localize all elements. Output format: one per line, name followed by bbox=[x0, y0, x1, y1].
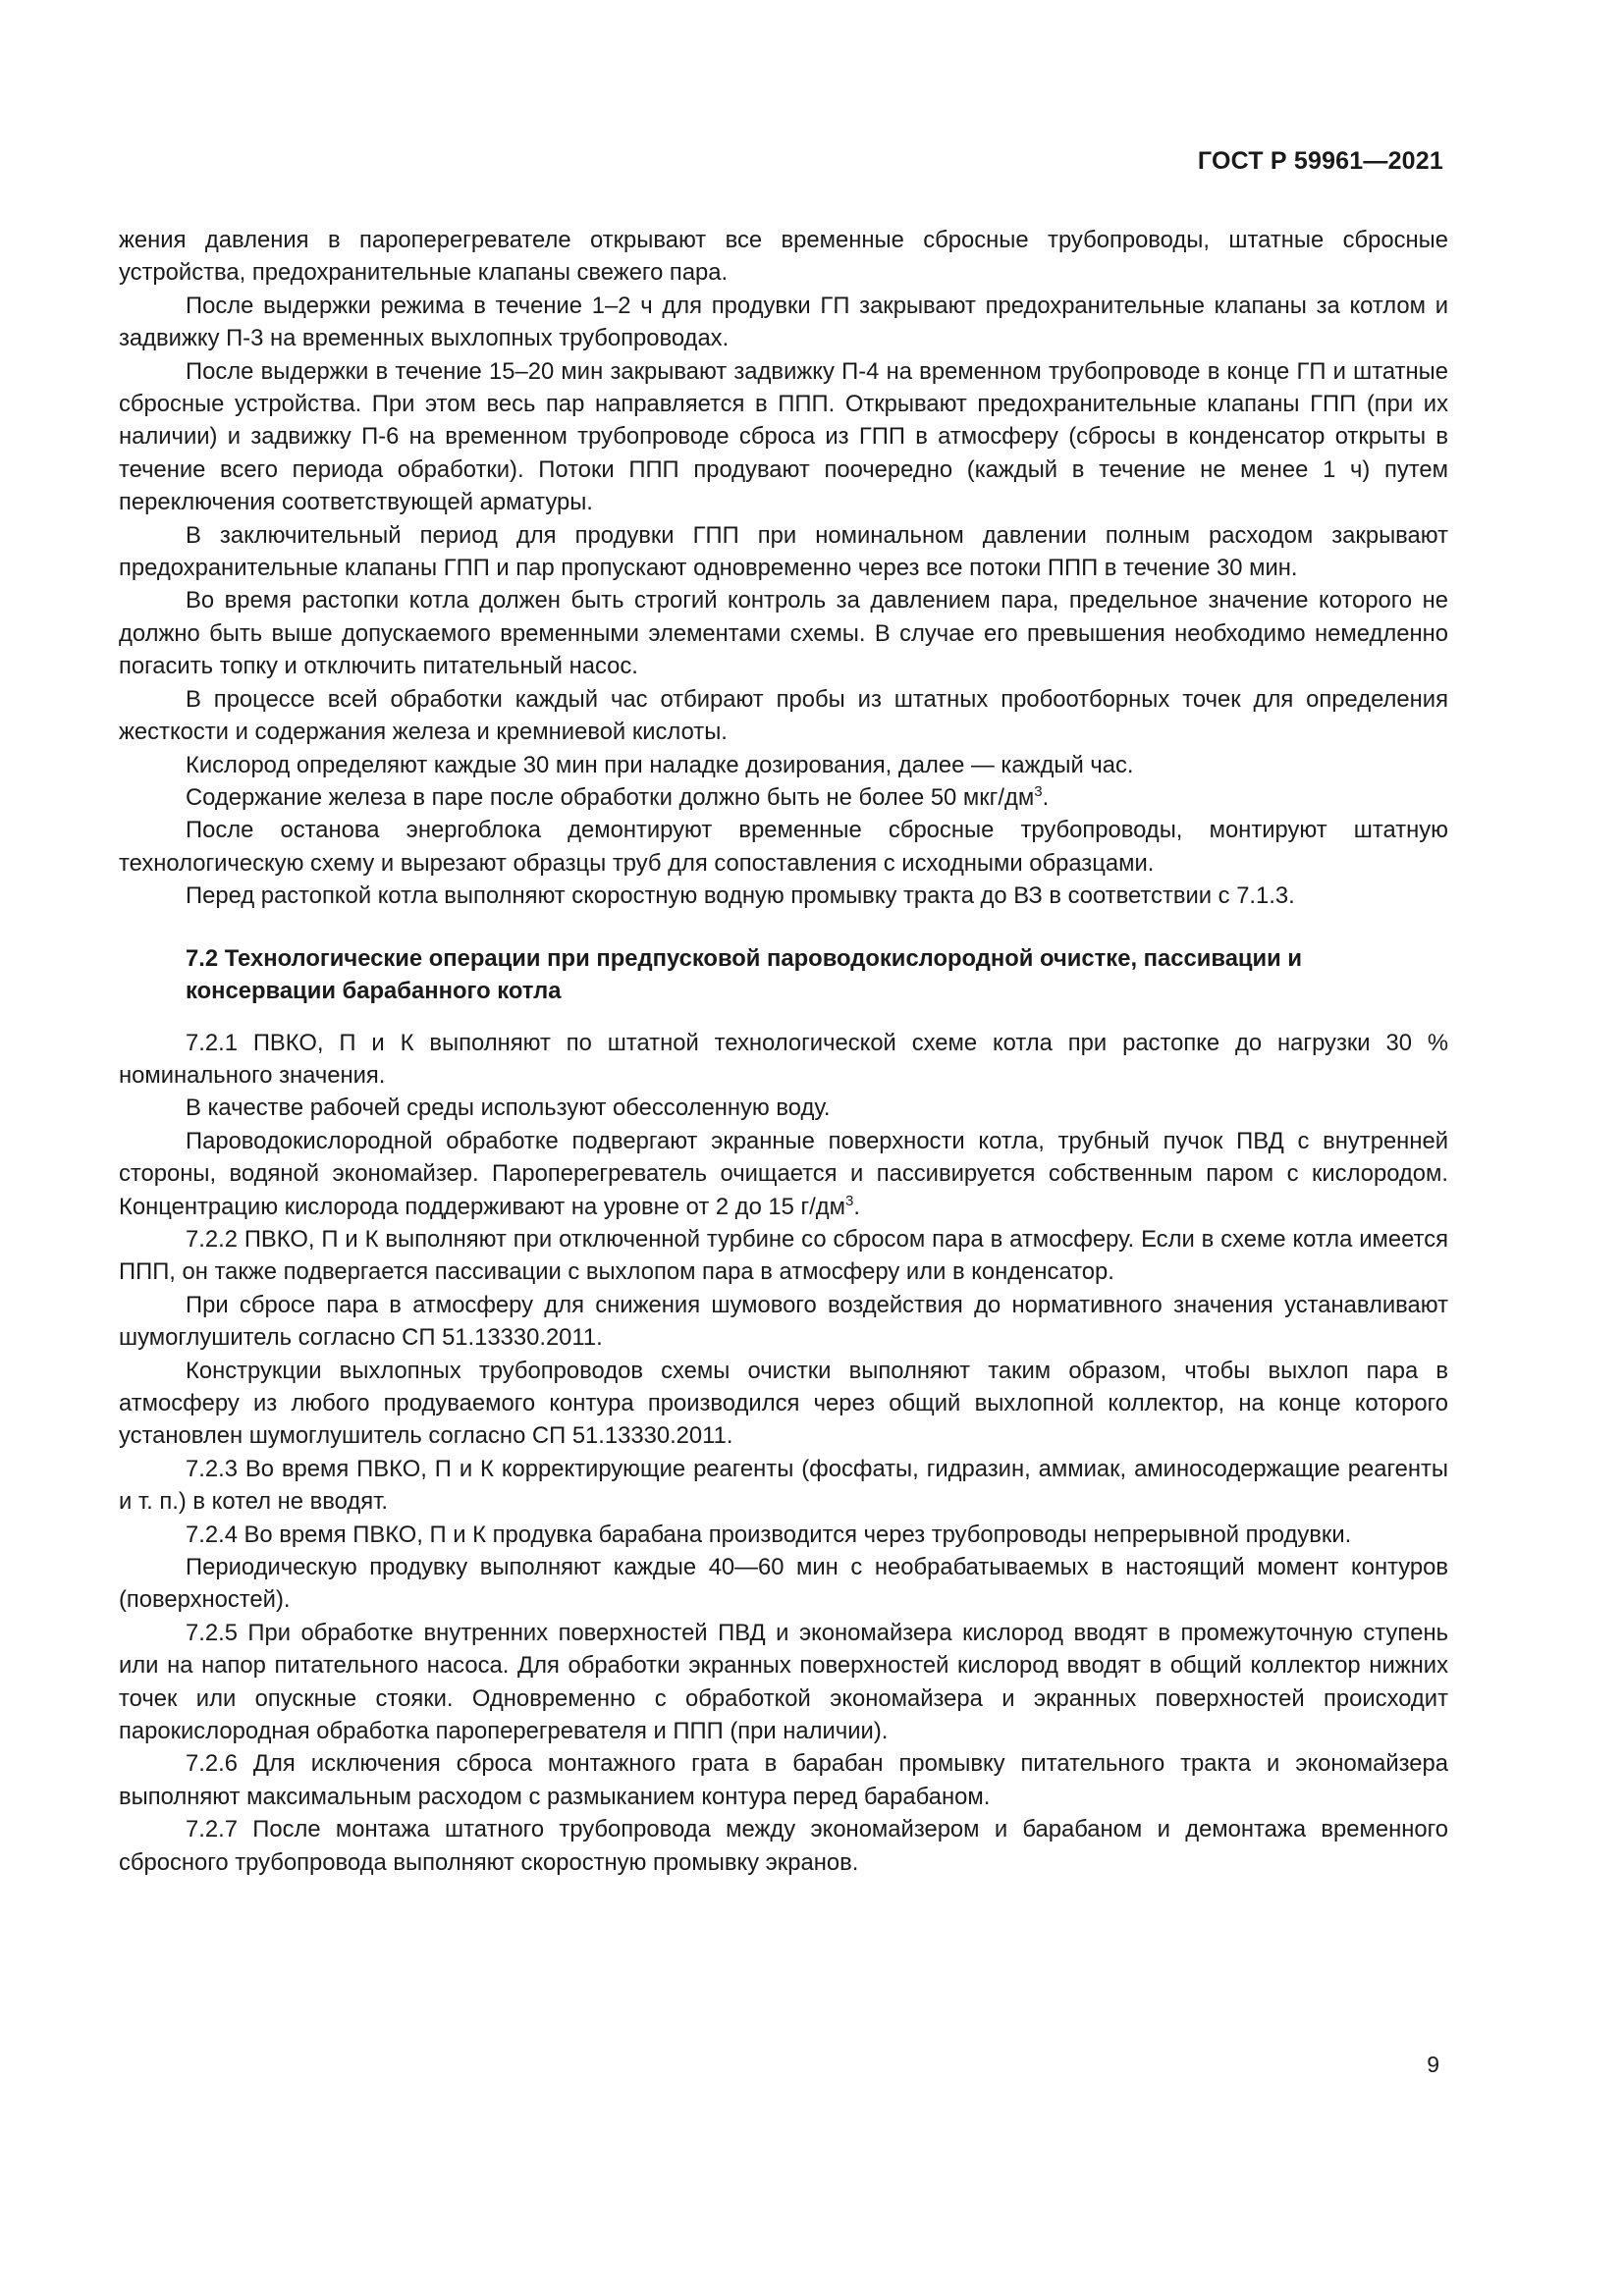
paragraph: При сбросе пара в атмосферу для снижения шумового воздействия до нормативного значения устанавливают шумоглушитель согласно СП 51.13330.2011. bbox=[119, 1291, 1448, 1352]
superscript-exponent: 3 bbox=[1034, 782, 1043, 800]
paragraph-text: Пароводокислородной обработке подвергают экранные поверхности котла, трубный пучок ПВД с внутренней стороны, водяной экономайзер. Пароперегреватель очищается и пассивируется собственным паром с кислородом. Концентрацию кислорода поддерживают на уровне от 2 до 15 г/дм bbox=[119, 1127, 1448, 1220]
document-id-header: ГОСТ Р 59961—2021 bbox=[1197, 147, 1443, 175]
paragraph: 7.2.3 Во время ПВКО, П и К корректирующие реагенты (фосфаты, гидразин, аммиак, аминосодержащие реагенты и т. п.) в котел не вводят. bbox=[119, 1455, 1448, 1516]
document-body bbox=[119, 224, 1448, 1879]
sentence-period: . bbox=[1042, 783, 1050, 811]
paragraph: 7.2.4 Во время ПВКО, П и К продувка барабана производится через трубопроводы непрерывной продувки. bbox=[186, 1521, 1352, 1548]
superscript-exponent: 3 bbox=[845, 1192, 854, 1209]
paragraph bbox=[119, 1125, 1448, 1223]
paragraph: жения давления в пароперегревателе открывают все временные сбросные трубопроводы, штатные сбросные устройства, предохранительные клапаны свежего пара. bbox=[119, 227, 1448, 287]
paragraph-text: Содержание железа в паре после обработки должно быть не более 50 мкг/дм bbox=[186, 783, 1035, 811]
paragraph: Во время растопки котла должен быть строгий контроль за давлением пара, предельное значение которого не должно быть выше допускаемого временными элементами схемы. В случае его превышения необходимо немедленно погасить топку и отключить питательный насос. bbox=[119, 587, 1448, 680]
paragraph: 7.2.2 ПВКО, П и К выполняют при отключенной турбине со сбросом пара в атмосферу. Если в схеме котла имеется ППП, он также подвергается пассивации с выхлопом пара в атмосферу или в конденсатор. bbox=[119, 1225, 1448, 1286]
paragraph: В процессе всей обработки каждый час отбирают пробы из штатных пробоотборных точек для определения жесткости и содержания железа и кремниевой кислоты. bbox=[119, 685, 1448, 746]
paragraph: 7.2.7 После монтажа штатного трубопровода между экономайзером и барабаном и демонтажа временного сбросного трубопровода выполняют скоростную промывку экранов. bbox=[119, 1816, 1448, 1876]
paragraph: После останова энергоблока демонтируют временные сбросные трубопроводы, монтируют штатную технологическую схему и вырезают образцы труб для сопоставления с исходными образцами. bbox=[119, 817, 1448, 877]
paragraph: После выдержки в течение 15–20 мин закрывают задвижку П-4 на временном трубопроводе в конце ГП и штатные сбросные устройства. При этом весь пар направляется в ППП. Открывают предохранительные клапаны ГПП (при их наличии) и задвижку П-6 на временном трубопроводе сброса из ГПП в атмосферу (сбросы в конденсатор открыты в течение всего периода обработки). Потоки ППП продувают поочередно (каждый в течение не менее 1 ч) путем переключения соответствующей арматуры. bbox=[119, 357, 1448, 516]
paragraph: Перед растопкой котла выполняют скоростную водную промывку тракта до ВЗ в соответствии с 7.1.3. bbox=[186, 882, 1295, 910]
sentence-period: . bbox=[853, 1193, 860, 1220]
paragraph: 7.2.5 При обработке внутренних поверхностей ПВД и экономайзера кислород вводят в промежуточную ступень или на напор питательного насоса. Для обработки экранных поверхностей кислород вводят в общий коллектор нижних точек или опускные стояки. Одновременно с обработкой экономайзера и экранных поверхностей происходит парокислородная обработка пароперегревателя и ППП (при наличии). bbox=[119, 1619, 1448, 1745]
paragraph: Периодическую продувку выполняют каждые 40—60 мин с необрабатываемых в настоящий момент контуров (поверхностей). bbox=[119, 1554, 1448, 1614]
paragraph: После выдержки режима в течение 1–2 ч для продувки ГП закрывают предохранительные клапаны за котлом и задвижку П-3 на временных выхлопных трубопроводах. bbox=[119, 292, 1448, 352]
paragraph: В заключительный период для продувки ГПП при номинальном давлении полным расходом закрывают предохранительные клапаны ГПП и пар пропускают одновременно через все потоки ППП в течение 30 мин. bbox=[119, 521, 1448, 582]
paragraph: В качестве рабочей среды используют обессоленную воду. bbox=[186, 1095, 831, 1122]
section-heading: 7.2 Технологические операции при предпусковой пароводокислородной очистке, пассивации и консервации барабанного котла bbox=[186, 944, 1303, 1004]
paragraph: 7.2.1 ПВКО, П и К выполняют по штатной технологической схеме котла при растопке до нагрузки 30 % номинального значения. bbox=[119, 1029, 1448, 1089]
page-number: 9 bbox=[1427, 2052, 1439, 2077]
paragraph: Конструкции выхлопных трубопроводов схемы очистки выполняют таким образом, чтобы выхлоп пара в атмосферу из любого продуваемого контура производился через общий выхлопной коллектор, на конце которого установлен шумоглушитель согласно СП 51.13330.2011. bbox=[119, 1357, 1448, 1450]
paragraph bbox=[119, 781, 1448, 814]
paragraph: Кислород определяют каждые 30 мин при наладке дозирования, далее — каждый час. bbox=[186, 751, 1134, 778]
paragraph: 7.2.6 Для исключения сброса монтажного грата в барабан промывку питательного тракта и экономайзера выполняют максимальным расходом с размыканием контура перед барабаном. bbox=[119, 1750, 1448, 1810]
